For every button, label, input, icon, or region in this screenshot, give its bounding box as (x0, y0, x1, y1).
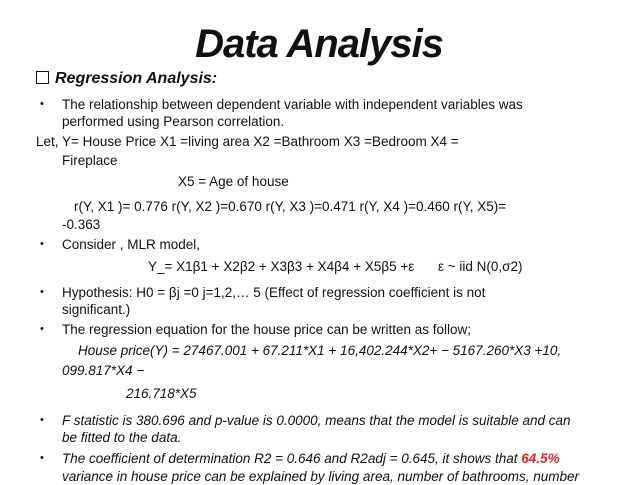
bullet-icon: • (40, 238, 44, 250)
coefficient-text: The coefficient of determination R2 = 0.646 and R2adj = 0.645, it shows that (62, 451, 522, 466)
definition-text: Let, Y= House Price X1 =living area X2 =Bathroom X3 =Bedroom X4 = (36, 134, 459, 149)
text-line: The relationship between dependent variable with independent variables was (62, 97, 523, 112)
text-line: performed using Pearson correlation. (62, 114, 285, 129)
regression-equation-cont: 216.718*X5 (126, 386, 197, 401)
text-line: X5 = Age of house (178, 174, 289, 189)
highlight-percent: 64.5% (521, 451, 560, 466)
section-heading (36, 70, 217, 88)
hypothesis-line: Hypothesis: H0 = βj =0 j=1,2,… 5 (Effect of regression coefficient is not (62, 285, 486, 300)
checkbox-square-icon (36, 71, 49, 84)
regression-equation: House price(Y) = 27467.001 + 67.211*X1 + 16,402.244*X2+ − 5167.260*X3 +10, (78, 343, 562, 358)
bullet-icon: • (40, 323, 44, 335)
error-assumption: ε ~ iid N(0,σ2) (438, 259, 523, 274)
bullet-icon: • (40, 452, 44, 464)
text-line: significant.) (62, 302, 131, 317)
bullet-icon: • (40, 286, 44, 298)
text-line: be fitted to the data. (62, 430, 182, 445)
text-line: Fireplace (62, 153, 118, 168)
model-equation: Y_= X1β1 + X2β2 + X3β3 + X4β4 + X5β5 +ε (148, 259, 415, 274)
heading-text: Regression Analysis: (55, 70, 218, 87)
text-line: F statistic is 380.696 and p-value is 0.0000, means that the model is suitable and can (62, 413, 571, 428)
text-line: The regression equation for the house price can be written as follow; (62, 322, 471, 337)
text-line: -0.363 (62, 217, 101, 232)
regression-equation-cont: 099.817*X4 − (62, 363, 145, 378)
variable-definitions (36, 133, 459, 150)
text-line: variance in house price can be explained by living area, number of bathrooms, number (62, 469, 580, 484)
text-line: Consider , MLR model, (62, 237, 201, 252)
page-title: Data Analysis (195, 22, 443, 66)
correlations-line: r(Y, X1 )= 0.776 r(Y, X2 )=0.670 r(Y, X3 )=0.471 r(Y, X4 )=0.460 r(Y, X5)= (74, 199, 507, 214)
text-line (62, 450, 560, 467)
bullet-icon: • (40, 98, 44, 110)
bullet-icon: • (40, 414, 44, 426)
